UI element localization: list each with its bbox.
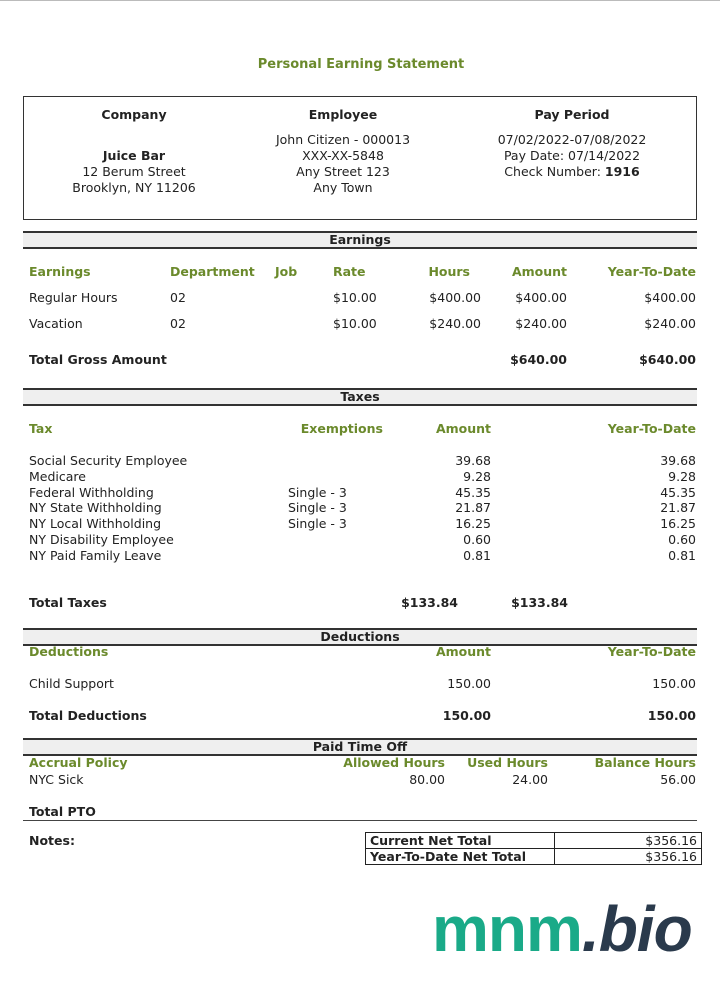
check-number-value: 1916 <box>604 164 640 179</box>
earning-dept: 02 <box>170 316 186 331</box>
tax-amount: 45.35 <box>455 485 491 500</box>
earnings-col-header: Earnings <box>29 264 91 279</box>
pay-period-range: 07/02/2022-07/08/2022 <box>497 132 647 147</box>
tax-ytd-col-header: Year-To-Date <box>607 421 696 436</box>
tax-amount: 9.28 <box>463 469 491 484</box>
logo-part1: mnm <box>432 893 582 965</box>
deduction-ytd: 150.00 <box>652 676 696 691</box>
tax-amount: 39.68 <box>455 453 491 468</box>
ytd-net-value: $356.16 <box>555 849 702 865</box>
tax-amount: 0.81 <box>463 548 491 563</box>
total-gross-label: Total Gross Amount <box>29 352 167 367</box>
ytd-net-row <box>366 849 702 865</box>
tax-ytd: 9.28 <box>668 469 696 484</box>
deduction-name: Child Support <box>29 676 114 691</box>
pay-date: Pay Date: 07/14/2022 <box>503 148 641 163</box>
tax-col-header: Tax <box>29 421 53 436</box>
tax-exemptions: Single - 3 <box>288 516 347 531</box>
earning-name: Vacation <box>29 316 83 331</box>
tax-amount: 21.87 <box>455 500 491 515</box>
company-name: Juice Bar <box>102 148 166 163</box>
tax-name: Social Security Employee <box>29 453 188 468</box>
net-total-table <box>365 832 702 865</box>
allowed-hours-col-header: Allowed Hours <box>343 755 445 770</box>
ytd-net-label: Year-To-Date Net Total <box>366 849 555 865</box>
balance-hours-col-header: Balance Hours <box>594 755 696 770</box>
earning-amount: $400.00 <box>515 290 567 305</box>
deductions-section-title: Deductions <box>320 629 400 644</box>
total-gross-ytd: $640.00 <box>639 352 696 367</box>
pto-allowed: 80.00 <box>409 772 445 787</box>
tax-exemptions: Single - 3 <box>288 500 347 515</box>
employee-heading: Employee <box>308 107 378 122</box>
earning-dept: 02 <box>170 290 186 305</box>
tax-ytd: 21.87 <box>660 500 696 515</box>
current-net-value: $356.16 <box>555 833 702 849</box>
deductions-col-header: Deductions <box>29 644 109 659</box>
tax-name: NY Local Withholding <box>29 516 162 531</box>
pto-policy: NYC Sick <box>29 772 84 787</box>
earning-ytd: $400.00 <box>644 290 696 305</box>
total-deductions-label: Total Deductions <box>29 708 147 723</box>
ytd-col-header: Year-To-Date <box>607 264 696 279</box>
pto-section-bar <box>23 738 697 756</box>
company-street: 12 Berum Street <box>82 164 186 179</box>
deductions-section-bar <box>23 628 697 646</box>
total-taxes-label: Total Taxes <box>29 595 107 610</box>
tax-name: NY Disability Employee <box>29 532 174 547</box>
notes-label: Notes: <box>29 833 75 848</box>
earning-rate: $10.00 <box>333 316 377 331</box>
tax-ytd: 45.35 <box>660 485 696 500</box>
total-deductions-amount: 150.00 <box>442 708 491 723</box>
divider <box>23 820 697 821</box>
tax-amount: 16.25 <box>455 516 491 531</box>
tax-exemptions: Single - 3 <box>288 485 347 500</box>
department-col-header: Department <box>170 264 255 279</box>
company-heading: Company <box>101 107 167 122</box>
pto-section-title: Paid Time Off <box>312 739 408 754</box>
accrual-policy-col-header: Accrual Policy <box>29 755 128 770</box>
tax-amount: 0.60 <box>463 532 491 547</box>
tax-ytd: 0.60 <box>668 532 696 547</box>
earnings-section-bar <box>23 231 697 249</box>
check-number-label: Check Number: <box>504 164 601 179</box>
employee-street: Any Street 123 <box>296 164 390 179</box>
earning-hours: $240.00 <box>429 316 481 331</box>
current-net-label: Current Net Total <box>366 833 555 849</box>
taxes-section-title: Taxes <box>340 389 380 404</box>
tax-amount-col-header: Amount <box>435 421 491 436</box>
page-title: Personal Earning Statement <box>257 57 465 72</box>
employee-ssn: XXX-XX-5848 <box>302 148 384 163</box>
deduction-ytd-col-header: Year-To-Date <box>607 644 696 659</box>
pto-balance: 56.00 <box>660 772 696 787</box>
logo-part2: .bio <box>581 893 692 965</box>
employee-town: Any Town <box>313 180 373 195</box>
employee-name: John Citizen - 000013 <box>275 132 411 147</box>
exemptions-col-header: Exemptions <box>300 421 383 436</box>
tax-ytd: 16.25 <box>660 516 696 531</box>
hours-col-header: Hours <box>428 264 470 279</box>
total-deductions-ytd: 150.00 <box>647 708 696 723</box>
total-taxes-ytd: $133.84 <box>511 595 568 610</box>
current-net-row <box>366 833 702 849</box>
total-gross-amount: $640.00 <box>510 352 567 367</box>
amount-col-header: Amount <box>511 264 567 279</box>
tax-ytd: 0.81 <box>668 548 696 563</box>
used-hours-col-header: Used Hours <box>467 755 548 770</box>
total-pto-label: Total PTO <box>29 804 96 819</box>
earning-ytd: $240.00 <box>644 316 696 331</box>
pto-used: 24.00 <box>512 772 548 787</box>
mnm-bio-logo <box>432 894 692 964</box>
job-col-header: Job <box>275 264 298 279</box>
deduction-amount: 150.00 <box>447 676 491 691</box>
tax-name: NY State Withholding <box>29 500 162 515</box>
earning-name: Regular Hours <box>29 290 118 305</box>
tax-name: NY Paid Family Leave <box>29 548 162 563</box>
earnings-section-title: Earnings <box>329 232 391 247</box>
total-taxes-amount: $133.84 <box>401 595 458 610</box>
check-number <box>504 164 639 180</box>
earning-rate: $10.00 <box>333 290 377 305</box>
tax-ytd: 39.68 <box>660 453 696 468</box>
tax-name: Medicare <box>29 469 86 484</box>
rate-col-header: Rate <box>333 264 366 279</box>
tax-name: Federal Withholding <box>29 485 154 500</box>
taxes-section-bar <box>23 388 697 406</box>
company-city: Brooklyn, NY 11206 <box>72 180 196 195</box>
deduction-amount-col-header: Amount <box>435 644 491 659</box>
pay-period-heading: Pay Period <box>534 107 610 122</box>
earning-hours: $400.00 <box>429 290 481 305</box>
earning-amount: $240.00 <box>515 316 567 331</box>
